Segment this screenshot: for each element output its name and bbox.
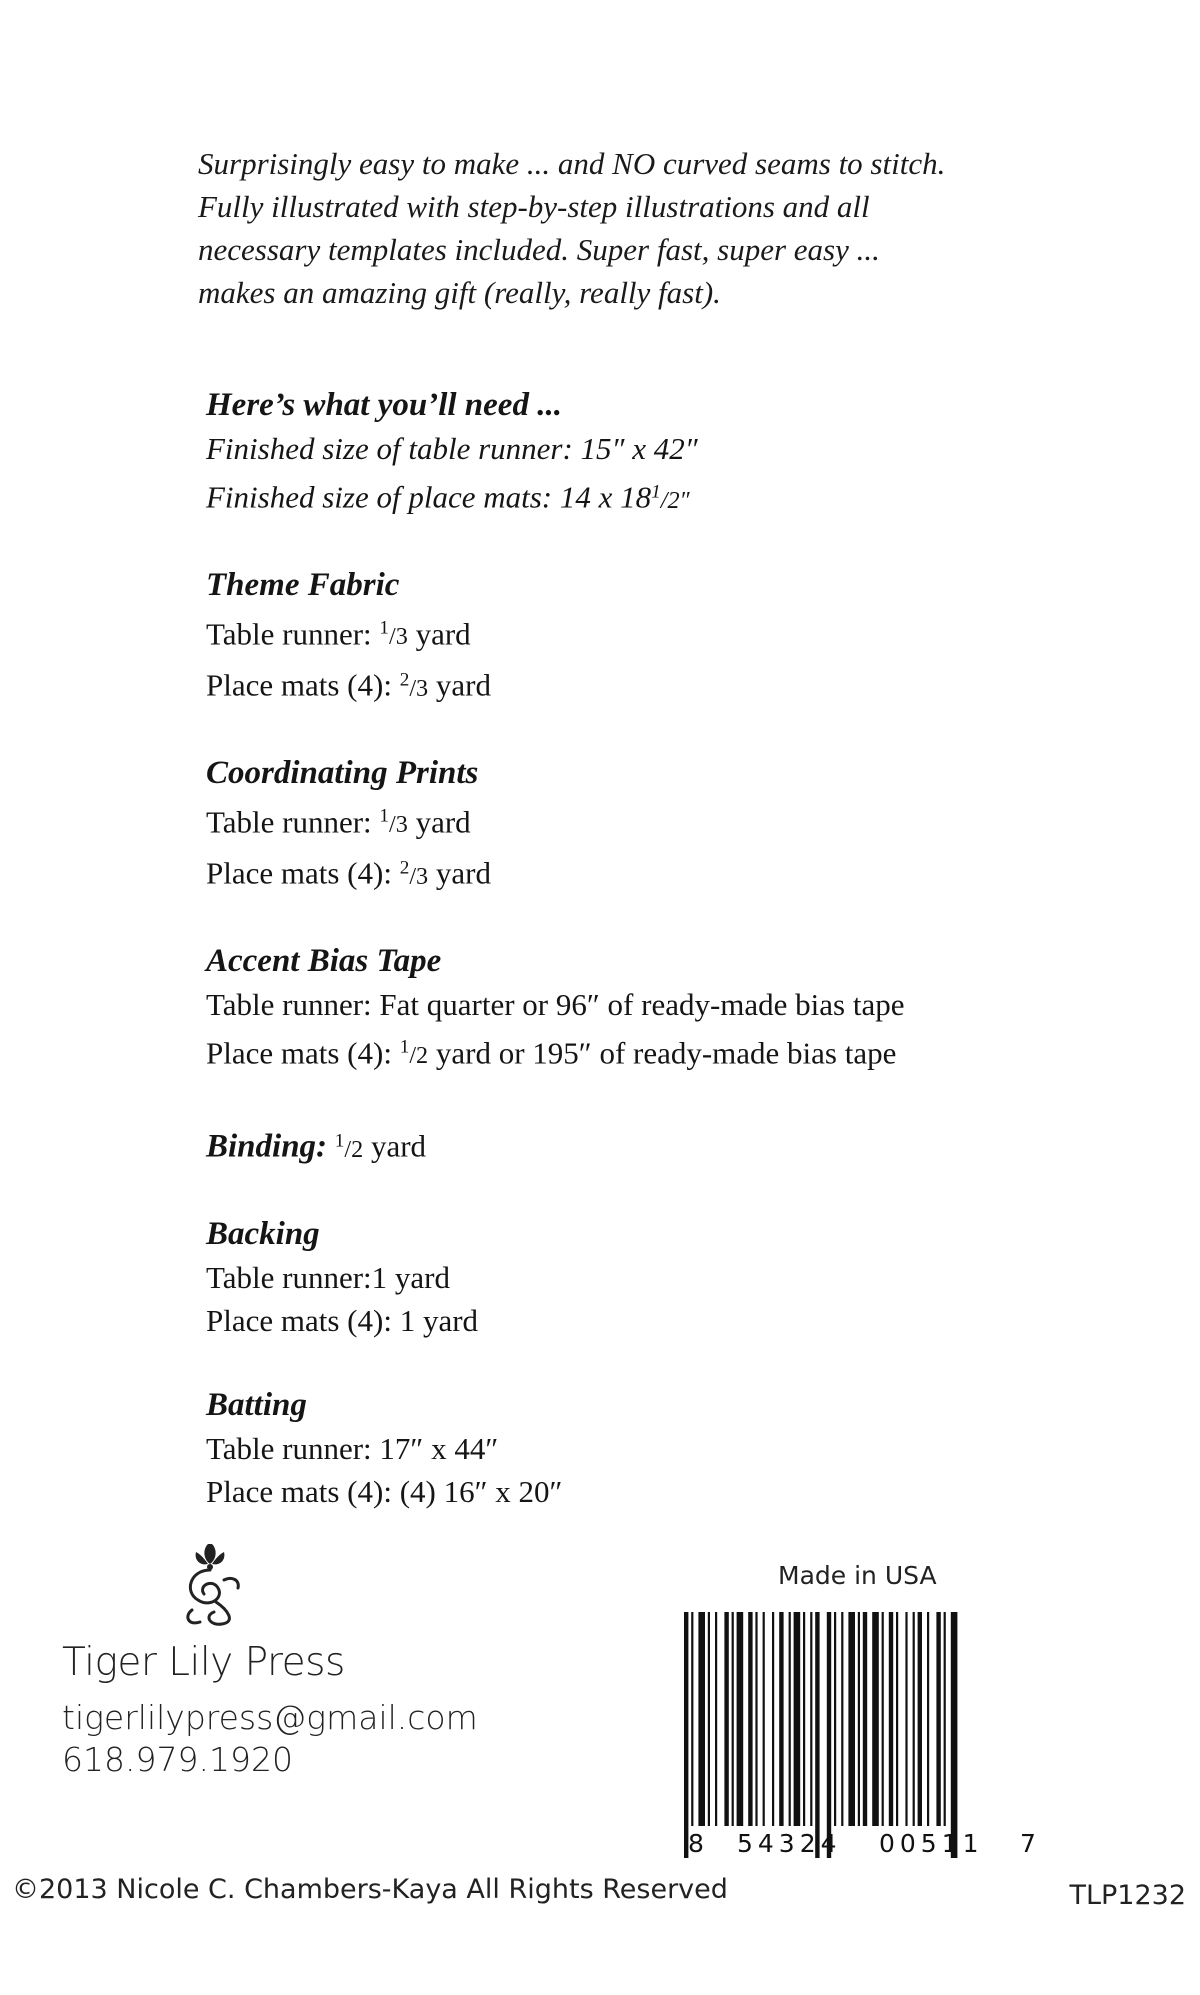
tiger-lily-logo-icon (170, 1540, 250, 1628)
materials-list (206, 384, 1106, 1513)
barcode-bar (944, 1612, 946, 1826)
barcode-bar (815, 1612, 819, 1858)
section-title-batting: Batting (206, 1386, 307, 1423)
intro-line: Surprisingly easy to make ... and NO curved seams to stitch. (198, 146, 946, 181)
theme-mats: Place mats (4): $^2$/3 yard (206, 667, 491, 703)
barcode-bar (913, 1612, 915, 1826)
section-title-backing: Backing (206, 1215, 320, 1252)
finished-size-runner: Finished size of table runner: 15″ x 42″ (206, 431, 698, 466)
backing-mats: Place mats (4): 1 yard (206, 1302, 479, 1338)
barcode-bar (918, 1612, 922, 1826)
intro-line: makes an amazing gift (really, really fast). (198, 275, 721, 310)
barcode-bar (927, 1612, 929, 1826)
theme-runner: Table runner: $^1$/3 yard (206, 616, 471, 652)
barcode-digit-right: 00511 (879, 1829, 984, 1858)
materials-heading: Here’s what you’ll need ... (206, 387, 562, 423)
barcode-digit-left: 54324 (737, 1829, 842, 1858)
section-title-binding: Binding: (206, 1128, 328, 1165)
barcode-bar (803, 1612, 805, 1826)
barcode-bar (748, 1612, 752, 1826)
barcode-bar (763, 1612, 765, 1826)
bias-mats: Place mats (4): $^1$/2 yard or 195″ of ready-made bias tape (206, 1035, 897, 1071)
intro-paragraph (198, 142, 1118, 314)
coord-runner: Table runner: $^1$/3 yard (206, 804, 471, 840)
barcode-bar (848, 1612, 855, 1826)
barcode-digit-check: 7 (1020, 1829, 1036, 1858)
copyright-notice: ©2013 Nicole C. Chambers-Kaya All Rights Reserved (12, 1874, 728, 1905)
barcode-bar (889, 1612, 893, 1826)
intro-line: Fully illustrated with step-by-step illustrations and all (198, 189, 870, 224)
finished-size-mats: Finished size of place mats: 14 x $18^1/2''$ (206, 479, 690, 515)
barcode-bar (772, 1612, 774, 1826)
barcode-bar (789, 1612, 791, 1826)
barcode-bar (715, 1612, 717, 1826)
batting-mats: Place mats (4): (4) 16″ x 20″ (206, 1473, 563, 1509)
barcode-bar (779, 1612, 783, 1826)
section-title-coordinating-prints: Coordinating Prints (206, 754, 479, 791)
bias-runner: Table runner: Fat quarter or 96″ of ready-made bias tape (206, 986, 905, 1022)
barcode-bar (858, 1612, 860, 1826)
binding-line: Binding: $^1$/2 yard (206, 1128, 427, 1165)
barcode-bar (684, 1612, 688, 1858)
barcode-digit-system: 8 (688, 1829, 704, 1858)
barcode-bar (834, 1612, 836, 1826)
barcode-bar (810, 1612, 812, 1826)
barcode-bar (827, 1612, 831, 1858)
barcode-bar (872, 1612, 879, 1826)
publisher-email[interactable]: tigerlilypress@gmail.com (62, 1698, 478, 1737)
barcode-bar (951, 1612, 958, 1858)
publisher-phone: 618.979.1920 (62, 1740, 293, 1779)
publisher-name: Tiger Lily Press (62, 1640, 345, 1685)
product-code: TLP1232 (1069, 1880, 1186, 1911)
barcode-bar (708, 1612, 710, 1826)
intro-line: necessary templates included. Super fast, super easy ... (198, 232, 880, 267)
barcode-bar (863, 1612, 867, 1826)
barcode-bar (936, 1612, 940, 1826)
backing-runner: Table runner:1 yard (206, 1259, 451, 1295)
section-title-accent-bias-tape: Accent Bias Tape (206, 942, 442, 979)
barcode-bar (737, 1612, 744, 1826)
batting-runner: Table runner: 17″ x 44″ (206, 1430, 499, 1466)
coord-mats: Place mats (4): $^2$/3 yard (206, 855, 491, 891)
section-title-theme-fabric: Theme Fabric (206, 566, 400, 603)
barcode-bar (698, 1612, 705, 1826)
made-in-label: Made in USA (778, 1561, 937, 1590)
barcode-bar (896, 1612, 898, 1826)
barcode-bar (905, 1612, 907, 1826)
barcode-bar (755, 1612, 757, 1826)
barcode-bar (691, 1612, 693, 1826)
barcode-bar (841, 1612, 843, 1826)
barcode-bar (732, 1612, 734, 1826)
barcode-bar (882, 1612, 884, 1826)
barcode-bar (794, 1612, 801, 1826)
barcode (680, 1612, 1040, 1860)
barcode-bar (724, 1612, 728, 1826)
